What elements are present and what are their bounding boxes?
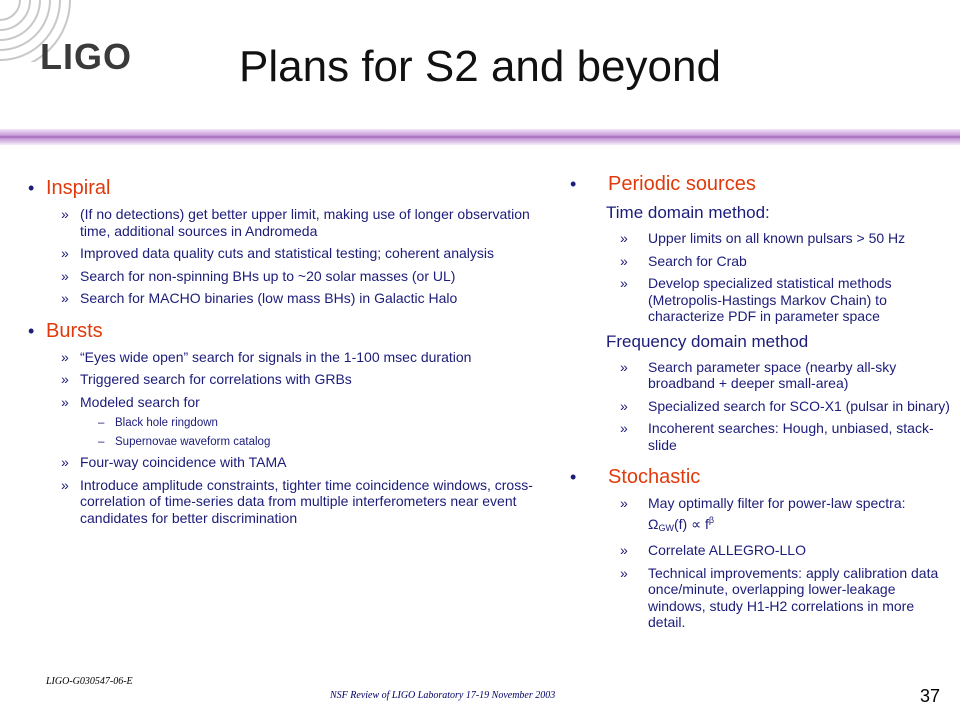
- list-item: » Triggered search for correlations with GRBs: [61, 371, 352, 387]
- time-domain-heading: Time domain method:: [606, 203, 770, 222]
- bullet-icon: •: [570, 174, 577, 194]
- page-number: 37: [920, 686, 941, 706]
- bursts-heading: • Bursts: [28, 319, 103, 342]
- periodic-sources-heading: • Periodic sources: [570, 173, 756, 195]
- sub-bullet-icon: »: [61, 476, 69, 493]
- sub-bullet-icon: »: [620, 420, 628, 436]
- sub-bullet-icon: »: [620, 252, 628, 269]
- list-item: » Search for MACHO binaries (low mass BHs) in Galactic Halo: [61, 290, 458, 306]
- list-item: » Four-way coincidence with TAMA: [61, 454, 287, 470]
- ligo-logo: LIGO: [40, 36, 132, 77]
- list-subitem: – Supernovae waveform catalog: [98, 436, 271, 448]
- list-item: » Search for non-spinning BHs up to ~20 solar masses (or UL): [61, 267, 456, 284]
- sub-bullet-icon: »: [620, 358, 628, 375]
- list-item: » Search for Crab: [620, 252, 747, 269]
- sub-bullet-icon: »: [61, 393, 69, 410]
- frequency-domain-heading: Frequency domain method: [606, 331, 809, 351]
- sub-bullet-icon: »: [620, 397, 628, 414]
- list-item: » Modeled search for: [61, 393, 200, 410]
- list-item: » May optimally filter for power-law spectra: $\Omega GW(f) \propto f^\beta$: [620, 495, 906, 533]
- formula-superscript: β: [708, 514, 715, 525]
- sub-bullet-icon: »: [61, 454, 69, 470]
- list-item: » Correlate ALLEGRO-LLO: [620, 542, 806, 558]
- formula-omega: Ω: [648, 515, 659, 532]
- footer-review: NSF Review of LIGO Laboratory 17-19 November 2003: [330, 690, 556, 701]
- bullet-icon: •: [28, 320, 35, 341]
- sub-bullet-icon: »: [61, 348, 69, 365]
- sub-bullet-icon: »: [620, 564, 628, 581]
- title-divider: [0, 129, 960, 145]
- left-column: [28, 176, 533, 532]
- bullet-icon: •: [570, 467, 577, 487]
- document-id: LIGO-G030547-06-E: [46, 676, 133, 687]
- list-item: » Technical improvements: apply calibration data once/minute, overlapping lower-leakage windows, study H1-H2 correlations in more detail.: [620, 564, 939, 630]
- sub-bullet-icon: »: [61, 206, 69, 222]
- sub-bullet-icon: »: [620, 542, 628, 558]
- list-item: » Introduce amplitude constraints, tighter time coincidence windows, cross-correlation of time-series data from multiple interferometers near event candidates for better discrimination: [61, 476, 533, 526]
- stochastic-heading: • Stochastic: [570, 466, 701, 488]
- sub-bullet-icon: »: [61, 245, 69, 261]
- dash-icon: –: [98, 417, 105, 429]
- sub-bullet-icon: »: [620, 495, 628, 511]
- list-item: » Search parameter space (nearby all-sky broadband + deeper small-area): [620, 358, 897, 391]
- dash-icon: –: [98, 436, 105, 448]
- formula-mid: (f) ∝ f: [673, 515, 709, 532]
- bullet-icon: •: [28, 178, 35, 198]
- list-subitem: – Black hole ringdown: [98, 417, 218, 429]
- right-column: [570, 172, 955, 637]
- list-item: » Develop specialized statistical methods (Metropolis-Hastings Markov Chain) to characterize PDF in parameter space: [620, 275, 892, 324]
- formula-subscript: GW: [658, 522, 674, 533]
- sub-bullet-icon: »: [61, 267, 69, 284]
- list-item: » (If no detections) get better upper limit, making use of longer observation time, additional sources in Andromeda: [61, 206, 530, 239]
- inspiral-heading: • Inspiral: [28, 177, 111, 199]
- sub-bullet-icon: »: [620, 230, 628, 246]
- sub-bullet-icon: »: [61, 290, 69, 306]
- list-item: » Incoherent searches: Hough, unbiased, stack-slide: [620, 420, 934, 453]
- list-item: » Upper limits on all known pulsars > 50 Hz: [620, 230, 906, 246]
- list-item: » Specialized search for SCO-X1 (pulsar in binary): [620, 397, 950, 414]
- sub-bullet-icon: »: [620, 275, 628, 291]
- slide-title: Plans for S2 and beyond: [239, 42, 721, 91]
- list-item: » “Eyes wide open” search for signals in the 1-100 msec duration: [61, 348, 472, 365]
- sub-bullet-icon: »: [61, 371, 69, 387]
- list-item: » Improved data quality cuts and statistical testing; coherent analysis: [61, 245, 494, 261]
